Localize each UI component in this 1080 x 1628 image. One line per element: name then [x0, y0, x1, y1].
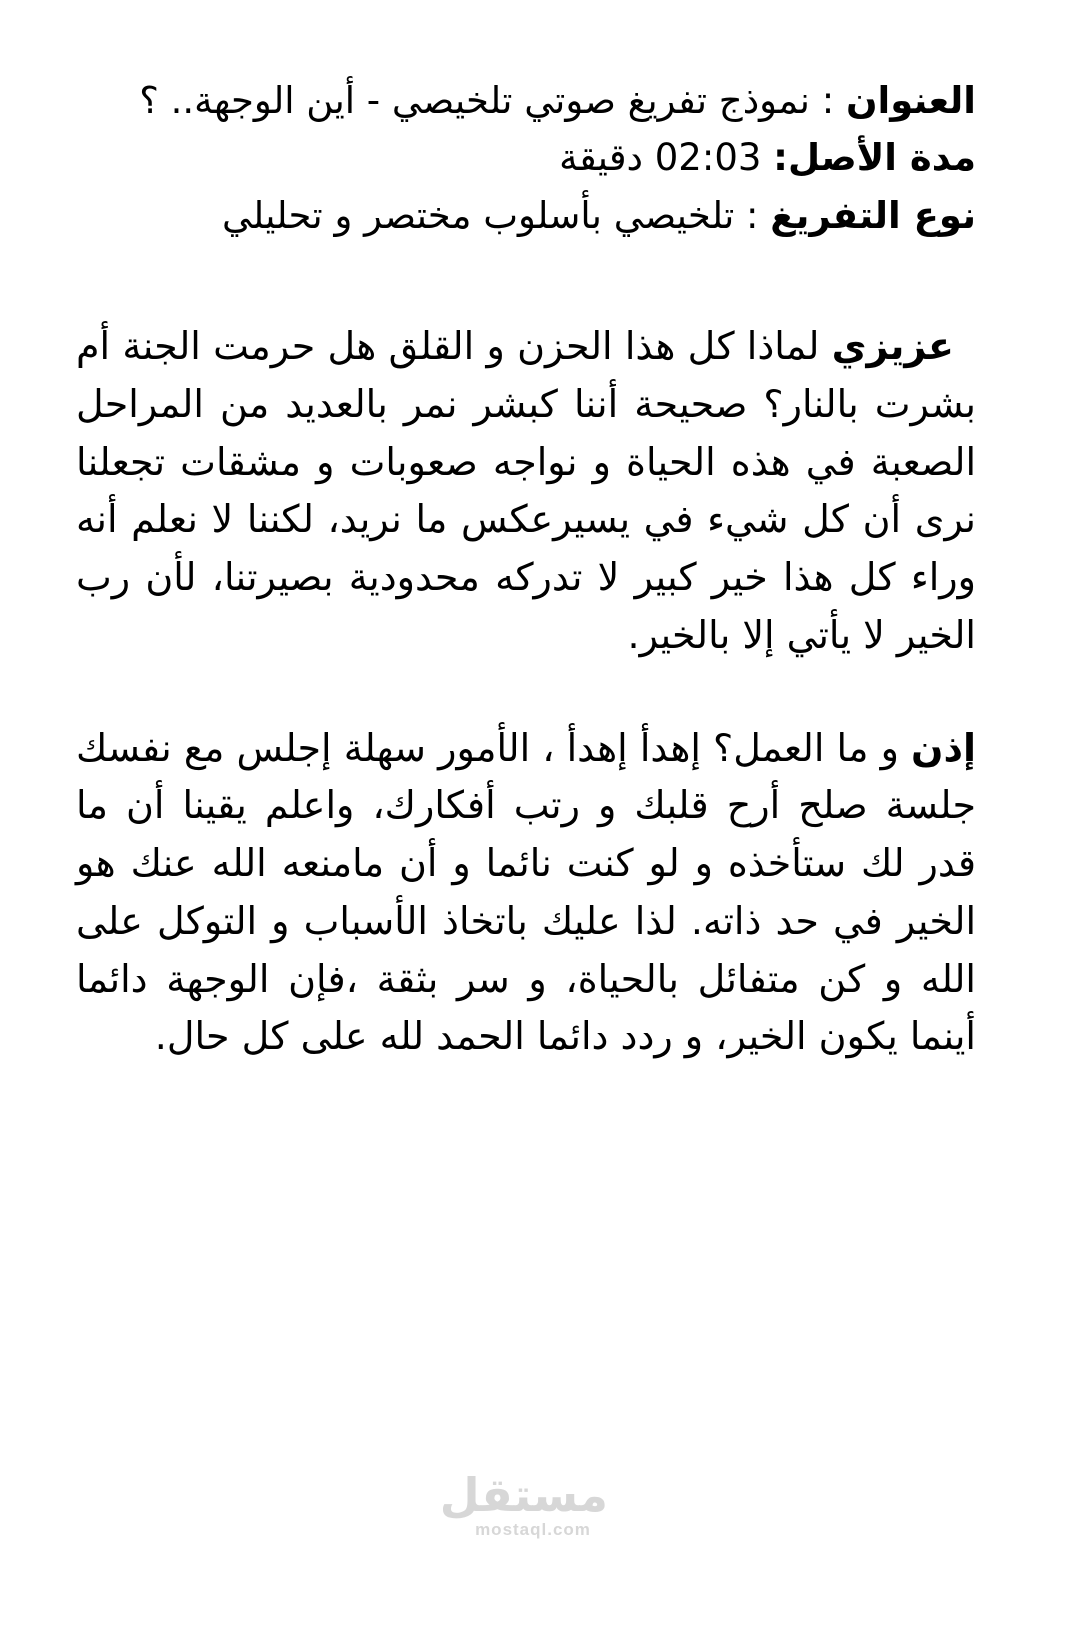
- watermark-logo: مستقل: [439, 1468, 608, 1522]
- document-body: [76, 72, 976, 1066]
- mostaql-watermark: [439, 1468, 608, 1540]
- type-line: [76, 187, 976, 244]
- duration-line: [76, 129, 976, 186]
- duration-label: مدة الأصل:: [773, 136, 976, 180]
- type-value: : تلخيصي بأسلوب مختصر و تحليلي: [222, 193, 771, 237]
- type-label: نوع التفريغ: [770, 193, 976, 237]
- paragraph-2: [76, 720, 976, 1067]
- paragraph-2-lead: إذن: [911, 725, 976, 770]
- duration-value: 02:03 دقيقة: [559, 136, 774, 180]
- title-label: العنوان: [845, 79, 976, 122]
- paragraph-1: [76, 318, 976, 665]
- paragraph-1-body: لماذا كل هذا الحزن و القلق هل حرمت الجنة أم بشرت بالنار؟ صحيحة أننا كبشر نمر بالعديد من المراحل الصعبة في هذه الحياة و نواجه صعوبات و مشقات تجعلنا نرى أن كل شيء في يسيرعكس ما نريد، لكننا لا نعلم أنه وراء كل هذا خير كبير لا تدركه محدودية بصيرتنا، لأن رب الخير لا يأتي إلا بالخير.: [76, 324, 976, 657]
- paragraph-2-body: و ما العمل؟ إهدأ إهدأ ، الأمور سهلة إجلس مع نفسك جلسة صلح أرح قلبك و رتب أفكارك، واعلم يقينا أن ما قدر لك ستأخذه و لو كنت نائما و أن مامنعه الله عنك هو الخير في حد ذاته. لذا عليك باتخاذ الأسباب و التوكل على الله و كن متفائل بالحياة، و سر بثقة ،فإن الوجهة دائما أينما يكون الخير، و ردد دائما الحمد لله على كل حال.: [76, 725, 976, 1059]
- paragraph-1-lead: عزيزي: [831, 324, 954, 369]
- title-value: : نموذج تفريغ صوتي تلخيصي - أين الوجهة.. ؟: [139, 79, 846, 122]
- watermark-domain: mostaql.com: [475, 1520, 591, 1539]
- title-line: [76, 72, 976, 129]
